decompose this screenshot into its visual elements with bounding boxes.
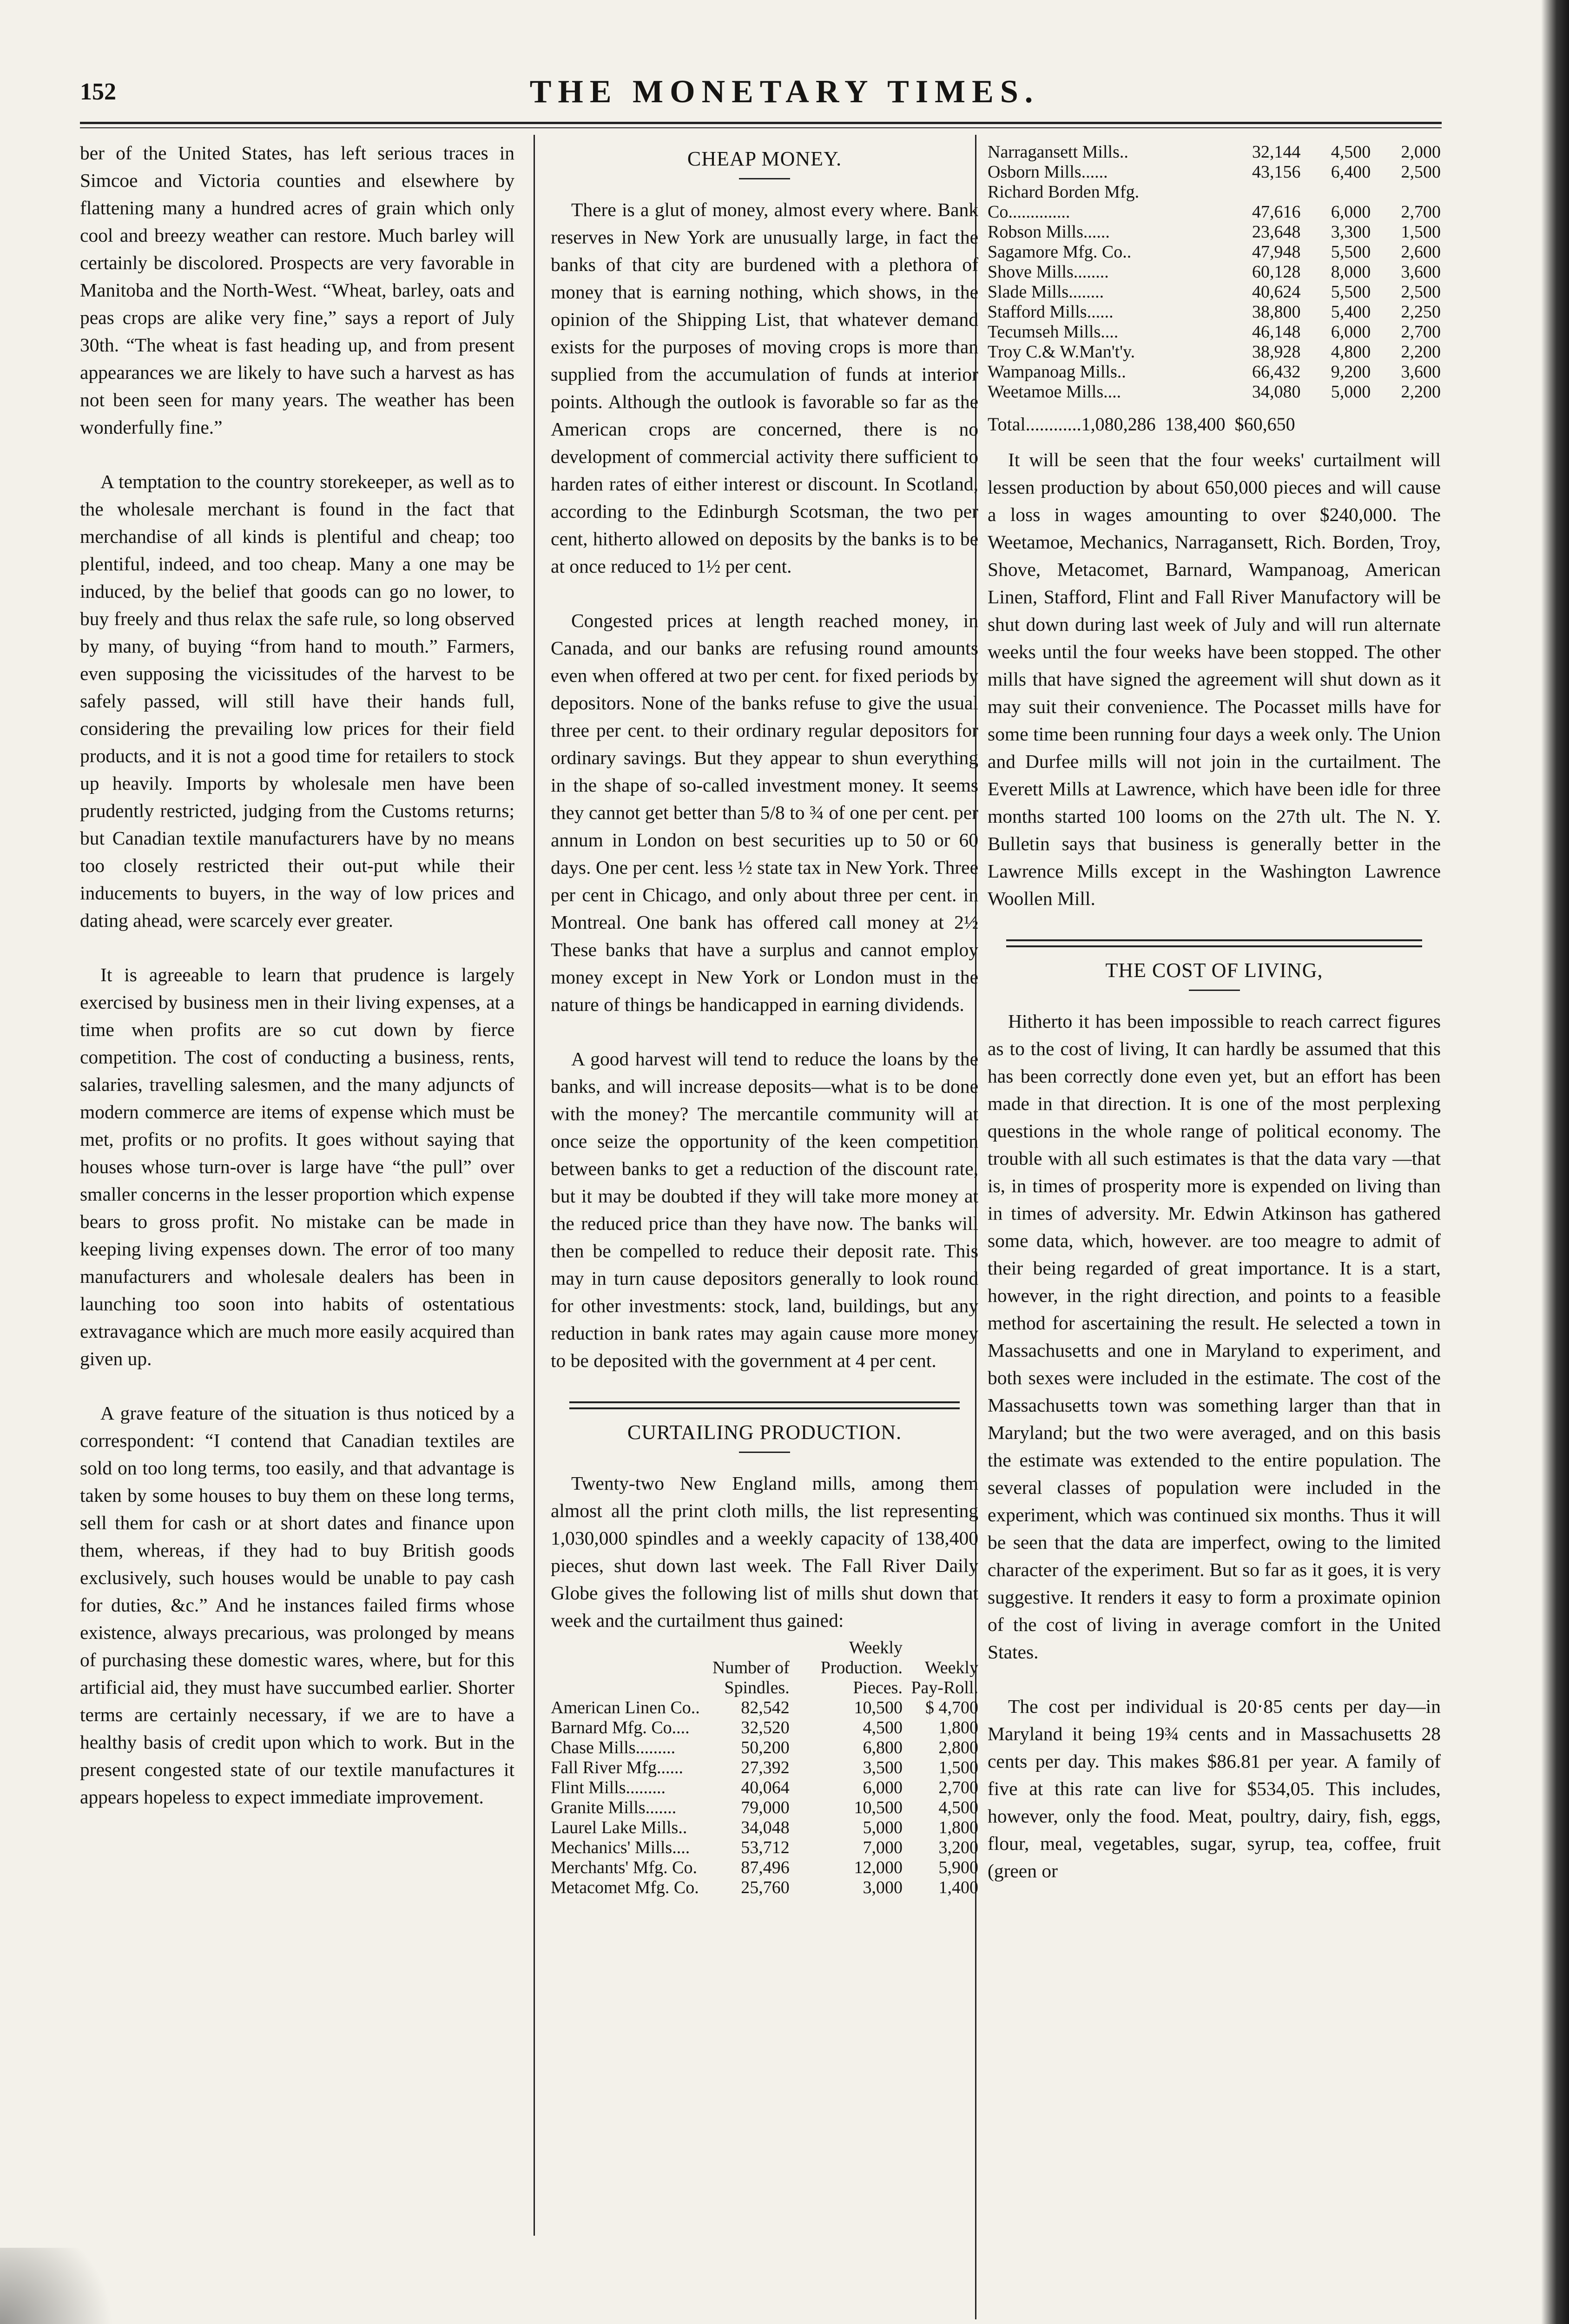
spindles-cell: 82,542 bbox=[741, 1698, 790, 1717]
table-row bbox=[988, 202, 1441, 222]
mill-name-cell: Richard Borden Mfg. bbox=[988, 182, 1140, 202]
pieces-cell: 6,000 bbox=[863, 1778, 903, 1797]
total-row bbox=[988, 410, 1441, 438]
spindles-cell: 34,080 bbox=[1252, 382, 1301, 402]
cost-of-living-heading: THE COST OF LIVING, bbox=[1105, 959, 1323, 982]
table-row bbox=[988, 162, 1441, 182]
payroll-cell bbox=[1371, 182, 1441, 202]
column-two bbox=[551, 139, 978, 1898]
mill-name-cell: American Linen Co.. bbox=[551, 1698, 700, 1717]
table-header-mill bbox=[551, 1638, 700, 1698]
pieces-cell: 10,500 bbox=[854, 1798, 903, 1817]
payroll-cell: 2,250 bbox=[1401, 302, 1441, 322]
table-row bbox=[551, 1818, 978, 1838]
mill-name-cell: Narragansett Mills.. bbox=[988, 142, 1128, 162]
pieces-cell: 12,000 bbox=[854, 1858, 903, 1877]
table-row bbox=[988, 142, 1441, 162]
page-number: 152 bbox=[80, 79, 116, 105]
mill-name-cell: Merchants' Mfg. Co. bbox=[551, 1858, 698, 1877]
heading-rule bbox=[739, 1452, 790, 1453]
spindles-cell: 46,148 bbox=[1252, 322, 1301, 342]
payroll-cell: 3,600 bbox=[1401, 262, 1441, 282]
scan-corner-wear bbox=[0, 2248, 139, 2324]
article-paragraph: A good harvest will tend to reduce the loans by the banks, and will increase deposits—what is to be done with the money? The mercantile community will at once seize the opportunity of the keen competition between banks to get a reduction of the discount rate, but it may be doubted if they will take more money at the reduced price than they have now. The banks will then be compelled to reduce their deposit rate. This may in turn cause depositors generally to look round for other investments: stock, land, buildings, but any reduction in bank rates may again cause more money to be deposited with the government at 4 per cent. bbox=[551, 1048, 978, 1371]
mill-name-cell: Mechanics' Mills.... bbox=[551, 1838, 690, 1857]
payroll-cell: 1,800 bbox=[938, 1818, 978, 1837]
mills-table-continued bbox=[988, 142, 1441, 402]
mill-name-cell: Sagamore Mfg. Co.. bbox=[988, 242, 1132, 262]
table-row bbox=[988, 342, 1441, 362]
spindles-cell: 66,432 bbox=[1252, 362, 1301, 382]
pieces-cell: 5,500 bbox=[1331, 282, 1371, 302]
pieces-cell: 3,300 bbox=[1331, 222, 1371, 242]
payroll-cell: $ 4,700 bbox=[925, 1698, 978, 1717]
table-row bbox=[551, 1798, 978, 1818]
table-row bbox=[988, 382, 1441, 402]
article-paragraph: It will be seen that the four weeks' curtailment will lessen production by about 650,000 pieces and will cause a loss in wages amounting to over $240,000. The Weetamoe, Mechanics, Narragansett, Rich. Borden, Troy, Shove, Metacomet, Barnard, Wampanoag, American Linen, Stafford, Flint and Fall River Manufactory will be shut down during last week of July and will run alternate weeks until the four weeks have been stopped. The other mills that have signed the agreement will shut down as it may suit their convenience. The Pocasset mills have for some time been running four days a week only. The Union and Durfee mills will not join in the curtailment. The Everett Mills at Lawrence, which have been idle for three months started 100 looms on the 27th ult. The N. Y. Bulletin says that business is generally better in the Lawrence Mills except in the Washington Lawrence Woollen Mill. bbox=[988, 449, 1441, 909]
table-header-pieces: Weekly Production. Pieces. bbox=[820, 1638, 903, 1697]
total-pieces: 138,400 bbox=[1165, 414, 1226, 435]
spindles-cell bbox=[1217, 182, 1301, 202]
table-row bbox=[551, 1858, 978, 1878]
table-row bbox=[988, 322, 1441, 342]
mills-table-body bbox=[551, 1698, 978, 1898]
mill-name-cell: Weetamoe Mills.... bbox=[988, 382, 1121, 402]
table-row bbox=[988, 222, 1441, 242]
spindles-cell: 40,064 bbox=[741, 1778, 790, 1797]
table-row bbox=[551, 1718, 978, 1738]
spindles-cell: 23,648 bbox=[1252, 222, 1301, 242]
table-row bbox=[551, 1738, 978, 1758]
spindles-cell: 25,760 bbox=[741, 1878, 790, 1897]
pieces-cell: 5,000 bbox=[863, 1818, 903, 1837]
payroll-cell: 1,500 bbox=[938, 1758, 978, 1777]
table-header-payroll: Weekly Pay-Roll. bbox=[911, 1658, 978, 1697]
spindles-cell: 47,948 bbox=[1252, 242, 1301, 262]
spindles-cell: 79,000 bbox=[741, 1798, 790, 1817]
article-paragraph: Hitherto it has been impossible to reach carrect figures as to the cost of living, It can hardly be assumed that this has been correctly done even yet, but an effort has been made in that direction. It is one of the most perplexing questions in the whole range of political economy. The trouble with all such estimates is that the data vary —that is, in times of prosperity more is expended on living than in times of adversity. Mr. Edwin Atkinson has gathered some data, which, however. are too meagre to admit of their being regarded of great importance. It is a start, however, in the right direction, and points to a feasible method for ascertaining the result. He selected a town in Massachusetts and one in Maryland to experiment, and both sexes were included in the estimate. The cost of the Massachusetts town was something larger than that in Maryland; but the two were averaged, and on this basis the estimate was extended to the entire population. The several classes of population were included in the experiment, which was continued six months. Thus it will be seen that the data are imperfect, owing to the limited character of the experiment. But so far as it goes, it is very suggestive. It renders it easy to form a proximate opinion of the cost of living in average comfort in the United States. bbox=[988, 1010, 1441, 1663]
pieces-cell: 6,000 bbox=[1331, 322, 1371, 342]
spindles-cell: 43,156 bbox=[1252, 162, 1301, 182]
pieces-cell: 6,400 bbox=[1331, 162, 1371, 182]
cheap-money-heading: CHEAP MONEY. bbox=[687, 147, 842, 170]
mill-name-cell: Shove Mills........ bbox=[988, 262, 1109, 282]
payroll-cell: 2,500 bbox=[1401, 282, 1441, 302]
pieces-cell: 3,000 bbox=[863, 1878, 903, 1897]
pieces-cell: 4,800 bbox=[1331, 342, 1371, 362]
header-rule-top bbox=[80, 122, 1442, 124]
table-header-spindles: Number of Spindles. bbox=[712, 1658, 790, 1697]
pieces-cell: 6,800 bbox=[863, 1738, 903, 1757]
payroll-cell: 2,200 bbox=[1401, 342, 1441, 362]
payroll-cell: 2,200 bbox=[1401, 382, 1441, 402]
spindles-cell: 53,712 bbox=[741, 1838, 790, 1857]
table-row bbox=[551, 1878, 978, 1898]
masthead-title: THE MONETARY TIMES. bbox=[529, 74, 1040, 110]
payroll-cell: 2,000 bbox=[1401, 142, 1441, 162]
mill-name-cell: Laurel Lake Mills.. bbox=[551, 1818, 687, 1837]
mill-name-cell: Barnard Mfg. Co.... bbox=[551, 1718, 690, 1737]
spindles-cell: 40,624 bbox=[1252, 282, 1301, 302]
payroll-cell: 2,500 bbox=[1401, 162, 1441, 182]
section-divider bbox=[1006, 939, 1422, 947]
spindles-cell: 60,128 bbox=[1252, 262, 1301, 282]
pieces-cell: 4,500 bbox=[863, 1718, 903, 1737]
mill-name-cell: Tecumseh Mills.... bbox=[988, 322, 1119, 342]
article-paragraph: Twenty-two New England mills, among them almost all the print cloth mills, the list representing 1,030,000 spindles and a weekly capacity of 138,400 pieces, shut down last week. The Fall River Daily Globe gives the following list of mills shut down that week and the curtailment thus gained: bbox=[551, 1472, 978, 1631]
mill-name-cell: Slade Mills........ bbox=[988, 282, 1104, 302]
table-row bbox=[988, 282, 1441, 302]
pieces-cell: 7,000 bbox=[863, 1838, 903, 1857]
spindles-cell: 27,392 bbox=[741, 1758, 790, 1777]
pieces-cell: 10,500 bbox=[854, 1698, 903, 1717]
mill-name-cell: Chase Mills......... bbox=[551, 1738, 676, 1757]
spindles-cell: 32,520 bbox=[741, 1718, 790, 1737]
payroll-cell: 4,500 bbox=[938, 1798, 978, 1817]
table-row bbox=[988, 262, 1441, 282]
header-rule-bottom bbox=[80, 127, 1442, 128]
pieces-cell: 8,000 bbox=[1331, 262, 1371, 282]
article-paragraph: A temptation to the country storekeeper, as well as to the wholesale merchant is found in the fact that merchandise of all kinds is plentiful and cheap; too plentiful, indeed, and too cheap. Many a one may be induced, by the belief that goods can go no lower, to buy freely and thus relax the safe rule, so long observed by many, of buying “from hand to mouth.” Farmers, even supposing the vicissitudes of the harvest to be safely passed, will still have their hands full, considering the prevailing low prices for their field products, and it is not a good time for retailers to stock up heavily. Imports by wholesale men have been prudently restricted, judging from the Customs returns; but Canadian textile manufacturers have by no means too closely restricted their out-put while their inducements to buyers, in the way of low prices and dating ahead, were scarcely ever greater. bbox=[80, 471, 514, 931]
mill-name-cell: Troy C.& W.Man't'y. bbox=[988, 342, 1135, 362]
pieces-cell: 5,000 bbox=[1331, 382, 1371, 402]
mill-name-cell: Wampanoag Mills.. bbox=[988, 362, 1126, 382]
spindles-cell: 34,048 bbox=[741, 1818, 790, 1837]
payroll-cell: 1,400 bbox=[938, 1878, 978, 1897]
payroll-cell: 3,200 bbox=[938, 1838, 978, 1857]
mill-name-cell: Stafford Mills...... bbox=[988, 302, 1114, 322]
article-paragraph: The cost per individual is 20·85 cents per day—in Maryland it being 19¾ cents and in Massachusetts 28 cents per day. This makes $86.81 per year. A family of five at this rate can live for $534,05. This includes, however, only the food. Meat, poultry, dairy, fish, eggs, flour, meal, vegetables, sugar, syrup, tea, coffee, fruit (green or bbox=[988, 1696, 1441, 1882]
total-spindles: 1,080,286 bbox=[1081, 414, 1156, 435]
pieces-cell: 6,000 bbox=[1331, 202, 1371, 222]
table-header-row bbox=[551, 1638, 978, 1698]
pieces-cell bbox=[1301, 182, 1371, 202]
table-row bbox=[551, 1698, 978, 1718]
pieces-cell: 9,200 bbox=[1331, 362, 1371, 382]
mills-table bbox=[551, 1638, 978, 1898]
mill-name-cell: Metacomet Mfg. Co. bbox=[551, 1878, 699, 1897]
payroll-cell: 3,600 bbox=[1401, 362, 1441, 382]
article-paragraph: Congested prices at length reached money, in Canada, and our banks are refusing round amounts even when offered at two per cent. for fixed periods by depositors. None of the banks refuse to give the usual three per cent. to their ordinary regular depositors for ordinary savings. But they appear to shun everything in the shape of so-called investment money. It seems they cannot get better than 5/8 to ¾ of one per cent. per annum in London on best securities up to 50 or 60 days. One per cent. less ½ state tax in New York. Three per cent in Chicago, and only about three per cent. in Montreal. One bank has offered call money at 2½ These banks that have a surplus and cannot employ money except in New York or London must in the nature of things be handicapped in earning dividends. bbox=[551, 610, 978, 1015]
pieces-cell: 5,500 bbox=[1331, 242, 1371, 262]
spindles-cell: 38,800 bbox=[1252, 302, 1301, 322]
heading-rule bbox=[1189, 990, 1240, 991]
table-row bbox=[551, 1838, 978, 1858]
mill-name-cell: Osborn Mills...... bbox=[988, 162, 1108, 182]
table-row bbox=[988, 182, 1441, 202]
article-paragraph: It is agreeable to learn that prudence is largely exercised by business men in their living expenses, at a time when profits are so cut down by fierce competition. The cost of conducting a business, rents, salaries, travelling salesmen, and the many adjuncts of modern commerce are items of expense which must be met, profits or no profits. It goes without saying that houses whose turn-over is large have “the pull” over smaller concerns in the lesser proportion which expense bears to gross profit. No mistake can be made in keeping living expenses down. The error of too many manufacturers and wholesale dealers has been in launching too soon into habits of ostentatious extravagance which are much more easily acquired than given up. bbox=[80, 964, 514, 1369]
mills-table-body bbox=[988, 142, 1441, 402]
table-row bbox=[988, 302, 1441, 322]
scan-edge-shadow bbox=[1541, 0, 1569, 2324]
curtailing-production-heading: CURTAILING PRODUCTION. bbox=[627, 1421, 902, 1444]
mill-name-cell: Co.............. bbox=[988, 202, 1070, 222]
total-payroll: $60,650 bbox=[1234, 414, 1295, 435]
spindles-cell: 38,928 bbox=[1252, 342, 1301, 362]
payroll-cell: 2,700 bbox=[1401, 322, 1441, 342]
payroll-cell: 1,500 bbox=[1401, 222, 1441, 242]
spindles-cell: 50,200 bbox=[741, 1738, 790, 1757]
article-paragraph: A grave feature of the situation is thus noticed by a correspondent: “I contend that Canadian textiles are sold on too long terms, too easily, and that advantage is taken by some houses to buy them on these long terms, sell them for cash or at short dates and finance upon them, whereas, if they had to buy British goods exclusively, such houses would be unable to pay cash for duties, &c.” And he instances failed firms whose existence, always precarious, was prolonged by means of purchasing these domestic wares, where, but for this artificial aid, they must have succumbed earlier. Shorter terms are certainly necessary, if we are to have a healthy basis of credit upon which to work. But in the present congested state of our textile manufactures it appears hopeless to expect immediate improvement. bbox=[80, 1402, 514, 1808]
mill-name-cell: Fall River Mfg...... bbox=[551, 1758, 683, 1777]
column-divider-1 bbox=[534, 135, 535, 2236]
column-one bbox=[80, 139, 514, 1838]
total-label: Total............ bbox=[988, 414, 1081, 435]
mill-name-cell: Robson Mills...... bbox=[988, 222, 1110, 242]
payroll-cell: 1,800 bbox=[938, 1718, 978, 1737]
payroll-cell: 2,800 bbox=[938, 1738, 978, 1757]
mill-name-cell: Granite Mills....... bbox=[551, 1798, 677, 1817]
spindles-cell: 47,616 bbox=[1252, 202, 1301, 222]
spindles-cell: 87,496 bbox=[741, 1858, 790, 1877]
article-paragraph: ber of the United States, has left serious traces in Simcoe and Victoria counties and elsewhere by flattening many a hundred acres of grain which only cool and breezy weather can restore. Much barley will certainly be discolored. Prospects are very favorable in Manitoba and the North-West. “Wheat, barley, oats and peas crops are alike very fine,” says a report of July 30th. “The wheat is fast heading up, and from present appearances we are likely to have such a harvest as has not been seen for many years. The weather has been wonderfully fine.” bbox=[80, 142, 514, 438]
spindles-cell: 32,144 bbox=[1252, 142, 1301, 162]
table-row bbox=[551, 1778, 978, 1798]
payroll-cell: 2,700 bbox=[1401, 202, 1441, 222]
table-row bbox=[988, 362, 1441, 382]
table-row bbox=[551, 1758, 978, 1778]
payroll-cell: 2,600 bbox=[1401, 242, 1441, 262]
pieces-cell: 3,500 bbox=[863, 1758, 903, 1777]
pieces-cell: 5,400 bbox=[1331, 302, 1371, 322]
pieces-cell: 4,500 bbox=[1331, 142, 1371, 162]
mill-name-cell: Flint Mills......... bbox=[551, 1778, 666, 1797]
payroll-cell: 2,700 bbox=[938, 1778, 978, 1797]
table-row bbox=[988, 242, 1441, 262]
section-divider bbox=[569, 1401, 960, 1409]
heading-rule bbox=[739, 178, 790, 179]
article-paragraph: There is a glut of money, almost every where. Bank reserves in New York are unusually large, in fact the banks of that city are burdened with a plethora of money that is earning nothing, which shows, in the opinion of the Shipping List, that whatever demand exists for the purposes of moving crops is more than supplied from the accumulation of funds at interior points. Although the outlook is favorable so far as the American crops are concerned, there is no development of commercial activity there sufficient to harden rates of either interest or discount. In Scotland, according to the Edinburgh Scotsman, the two per cent, hitherto allowed on deposits by the banks is to be at once reduced to 1½ per cent. bbox=[551, 199, 978, 577]
payroll-cell: 5,900 bbox=[938, 1858, 978, 1877]
column-three bbox=[988, 142, 1441, 1912]
